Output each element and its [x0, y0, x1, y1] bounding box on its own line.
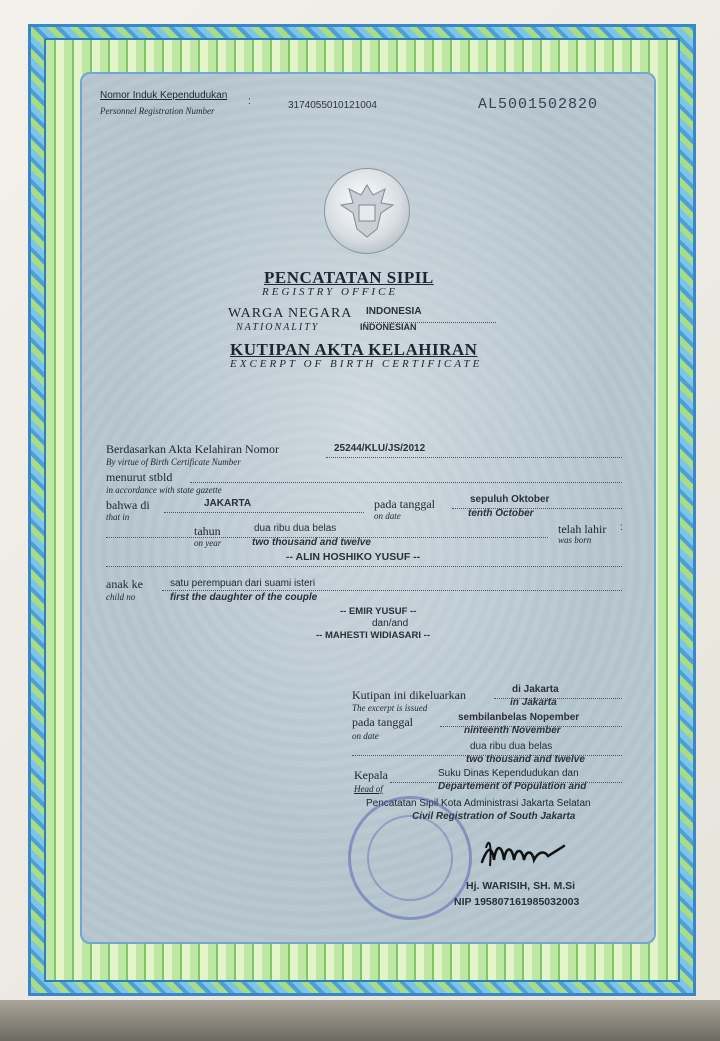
issued-dots [494, 698, 622, 699]
official-nip: NIP 195807161985032003 [454, 896, 580, 908]
head-value-line2: Pencatatan Sipil Kota Administrasi Jakarta Selatan [366, 798, 591, 809]
cert-no-dots [326, 457, 622, 458]
issue-year-dots [352, 755, 622, 756]
born-label-en: was born [558, 535, 592, 545]
signature-icon [478, 836, 572, 881]
stbld-label: menurut stbld [106, 470, 173, 484]
birth-date-label-en: on date [374, 511, 401, 521]
issued-value-en: in Jakarta [510, 697, 557, 708]
child-no-dots [162, 590, 622, 591]
born-label: telah lahir [558, 522, 607, 536]
stbld-dots [190, 482, 622, 483]
head-label-en: Head of [354, 784, 383, 794]
nik-label-en: Personnel Registration Number [100, 106, 215, 116]
nationality-label-en: NATIONALITY [236, 322, 320, 333]
born-colon: : [620, 522, 623, 533]
year-value: dua ribu dua belas [254, 523, 337, 534]
child-name: -- ALIN HOSHIKO YUSUF -- [286, 551, 421, 563]
issued-value: di Jakarta [512, 684, 559, 695]
cert-no-label: Berdasarkan Akta Kelahiran Nomor [106, 442, 279, 456]
head-dots [390, 782, 622, 783]
and-text: dan/and [372, 618, 409, 629]
nik-colon: : [248, 96, 251, 107]
serial-number: AL5001502820 [478, 96, 599, 113]
year-value-en: two thousand and twelve [252, 537, 371, 548]
nationality-value: INDONESIA [366, 306, 422, 317]
issued-label-en: The excerpt is issued [352, 703, 428, 713]
nationality-value-en: INDONESIAN [360, 322, 417, 332]
place-value: JAKARTA [204, 498, 252, 509]
nik-label: Nomor Induk Kependudukan [100, 90, 228, 101]
child-no-value-en: first the daughter of the couple [170, 592, 318, 603]
stbld-label-en: in accordance with state gazette [106, 485, 222, 495]
document-title-en: EXCERPT OF BIRTH CERTIFICATE [230, 358, 483, 370]
cert-no-value: 25244/KLU/JS/2012 [334, 443, 426, 454]
head-value-line1: Suku Dinas Kependudukan dan [438, 768, 579, 779]
place-dots [164, 512, 364, 513]
head-label: Kepala [354, 768, 388, 782]
office-title-en: REGISTRY OFFICE [262, 286, 399, 298]
office-title: PENCATATAN SIPIL [264, 268, 434, 287]
garuda-emblem-icon [324, 168, 410, 254]
child-no-label: anak ke [106, 577, 143, 591]
birth-date-dots [452, 508, 622, 509]
cert-no-label-en: By virtue of Birth Certificate Number [106, 457, 241, 467]
child-no-value: satu perempuan dari suami isteri [170, 578, 316, 589]
issue-date-label: pada tanggal [352, 715, 413, 729]
birth-date-value-en: tenth October [468, 508, 534, 519]
year-dots [106, 537, 548, 538]
father-name: -- EMIR YUSUF -- [340, 606, 417, 617]
document-title: KUTIPAN AKTA KELAHIRAN [230, 340, 478, 359]
stamp-inner-ring [367, 815, 453, 901]
child-no-label-en: child no [106, 592, 136, 602]
background-surface [0, 1000, 720, 1041]
issue-year-value: dua ribu dua belas [470, 741, 553, 752]
issue-date-dots [440, 726, 622, 727]
issue-year-value-en: two thousand and twelve [466, 754, 585, 765]
nik-value: 3174055010121004 [288, 100, 377, 111]
issue-date-label-en: on date [352, 731, 379, 741]
place-label: bahwa di [106, 498, 150, 512]
head-value-line2-en: Civil Registration of South Jakarta [412, 811, 576, 822]
birth-date-value: sepuluh Oktober [470, 494, 550, 505]
official-name: Hj. WARISIH, SH. M.Si [466, 880, 576, 892]
year-label: tahun [194, 524, 221, 538]
issue-date-value-en: ninteenth November [464, 725, 561, 736]
birth-date-label: pada tanggal [374, 497, 435, 511]
child-name-dots [106, 566, 622, 567]
issue-date-value: sembilanbelas Nopember [458, 712, 580, 723]
nationality-label: WARGA NEGARA [228, 306, 353, 321]
year-label-en: on year [194, 538, 222, 548]
place-label-en: that in [106, 512, 130, 522]
issued-label: Kutipan ini dikeluarkan [352, 688, 466, 702]
mother-name: -- MAHESTI WIDIASARI -- [316, 630, 430, 641]
head-value-line1-en: Departement of Population and [438, 781, 587, 792]
